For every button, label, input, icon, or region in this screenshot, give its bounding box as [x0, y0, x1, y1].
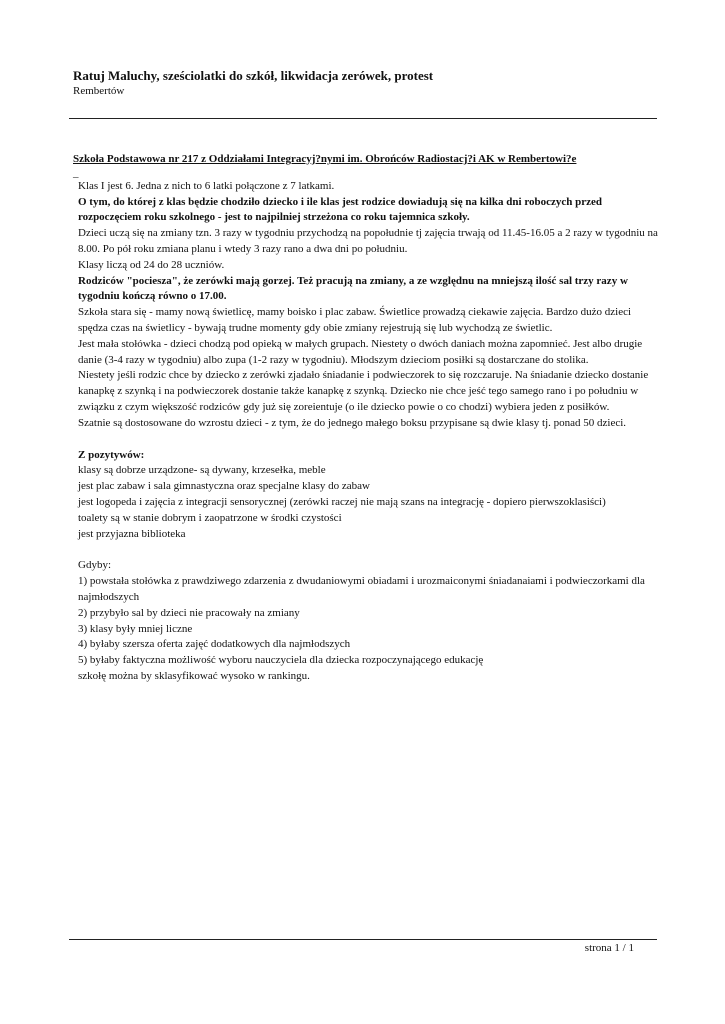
list-item: jest plac zabaw i sala gimnastyczna oraz specjalne klasy do zabaw: [78, 480, 370, 493]
closing-line: szkołę można by sklasyfikować wysoko w rankingu.: [78, 669, 310, 682]
paragraph-class-size: Klasy liczą od 24 do 28 uczniów.: [78, 258, 225, 271]
list-item: klasy są dobrze urządzone- są dywany, krzesełka, meble: [78, 464, 326, 477]
positives-heading: Z pozytywów:: [78, 448, 145, 461]
spacer: [73, 542, 661, 558]
list-item: 1) powstała stołówka z prawdziwego zdarzenia z dwudaniowymi obiadami i urozmaiconymi śniadanaiami i podwieczorkami dla najmłodszych: [78, 575, 645, 603]
paragraph-classes: Klas I jest 6. Jedna z nich to 6 latki połączone z 7 latkami.: [78, 179, 335, 192]
paragraph-cloakroom: Szatnie są dostosowane do wzrostu dzieci - z tym, że do jednego małego boksu przypisane są dwie klasy tj. ponad 50 dzieci.: [78, 416, 627, 429]
header-divider: [69, 118, 657, 119]
document-title: Ratuj Maluchy, sześciolatki do szkół, likwidacja zerówek, protest: [73, 68, 434, 83]
list-item: 5) byłaby faktyczna możliwość wyboru nauczyciela dla dziecka rozpoczynającego edukację: [78, 654, 484, 667]
paragraph-shifts: Dzieci uczą się na zmiany tzn. 3 razy w tygodniu przychodzą na popołudnie tj zajęcia trwają od 11.45-16.05 a 2 razy w tygodniu na 8.00. Po pół roku zmiana planu i wtedy 3 razy rano a dwa dni po południu.: [78, 227, 658, 255]
footer-divider: [69, 939, 657, 940]
paragraph-canteen: Jest mała stołówka - dzieci chodzą pod opieką w małych grupach. Niestety o dwóch daniach można zapomnieć. Jest albo drugie danie (3-4 razy w tygodniu) albo zupa (1-2 razy w tygodniu). Młodszym dzieciom posiłki są dostarczane do stolika.: [78, 337, 643, 366]
separator-dash: _: [73, 166, 79, 179]
list-item: toalety są w stanie dobrym i zaopatrzone w środki czystości: [78, 511, 342, 524]
paragraph-meals: Niestety jeśli rodzic chce by dziecko z zerówki zjadało śniadanie i podwieczorek to się rozczaruje. Na śniadanie dziecko dostanie kanapkę z szynką i na podwieczorek dostanie także kanapkę z szynką. Dziecko nie chce jeść tego samego rano i po południu w związku z czym większość rodziców gdy już się zoreientuje (o ile dziecko powie o co chodzi) wybiera jeden z posiłków.: [78, 369, 649, 413]
gdyby-heading: Gdyby:: [78, 559, 111, 572]
paragraph-class-assignment: O tym, do której z klas będzie chodziło dziecko i ile klas jest rodzice dowiadują się na kilka dni roboczych przed rozpoczęciem roku szkolnego - jest to najpilniej strzeżona co roku tajemnica szkoły.: [78, 195, 603, 224]
list-item: 4) byłaby szersza oferta zajęć dodatkowych dla najmłodszych: [78, 638, 351, 651]
spacer: [73, 432, 661, 448]
list-item: 2) przybyło sal by dzieci nie pracowały na zmiany: [78, 606, 300, 619]
page-number: strona 1 / 1: [584, 942, 634, 954]
list-item: jest przyjazna biblioteka: [78, 527, 186, 540]
school-title: Szkoła Podstawowa nr 217 z Oddziałami Integracyj?nymi im. Obrońców Radiostacj?i AK w Rembertowi?e: [73, 153, 577, 165]
paragraph-parents: Rodziców "pociesza", że zerówki mają gorzej. Też pracują na zmiany, a ze względnu na mniejszą ilość sal trzy razy w tygodniu kończą równo o 17.00.: [78, 274, 628, 303]
list-item: jest logopeda i zajęcia z integracji sensorycznej (zerówki raczej nie mają szans na integrację - dopiero pierwszoklasiści): [78, 495, 606, 508]
paragraph-dayroom: Szkoła stara się - mamy nową świetlicę, mamy boisko i plac zabaw. Świetlice prowadzą ciekawie zajęcia. Bardzo dużo dzieci spędza czas na świetlicy - bywają trudne momenty gdy obie zmiany rejestrują się lub wychodzą ze świetlic.: [78, 306, 632, 334]
document-body: [73, 152, 661, 685]
list-item: 3) klasy były mniej liczne: [78, 622, 193, 635]
document-subtitle: Rembertów: [73, 85, 125, 97]
